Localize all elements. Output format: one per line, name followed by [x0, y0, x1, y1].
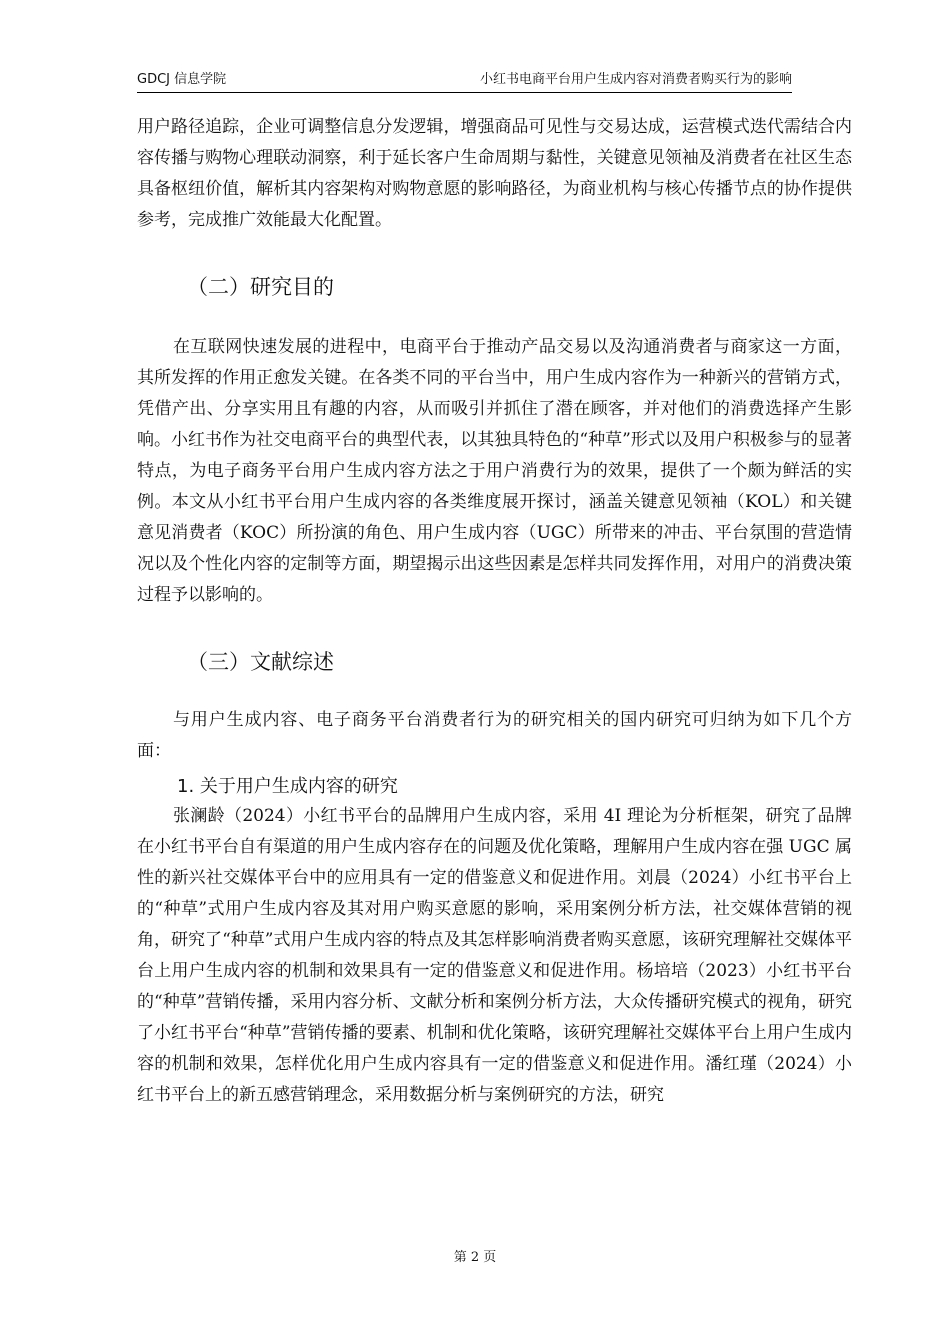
section-heading-review: （三）文献综述	[187, 650, 334, 674]
header-institution: GDCJ 信息学院	[137, 72, 227, 87]
paragraph-ugc-research: 张澜龄（2024）小红书平台的品牌用户生成内容，采用 4I 理论为分析框架，研究了品牌在小红书平台自有渠道的用户生成内容存在的问题及优化策略，理解用户生成内容在强 UGC 属性的新兴社交媒体平台中的应用具有一定的借鉴意义和促进作用。刘晨（2024）小红书平台上的“种草”式用户生成内容及其对用户购买意愿的影响，采用案例分析方法，社交媒体营销的视角，研究了“种草”式用户生成内容的特点及其怎样影响消费者购买意愿，该研究理解社交媒体平台上用户生成内容的机制和效果具有一定的借鉴意义和促进作用。杨培培（2023）小红书平台的“种草”营销传播，采用内容分析、文献分析和案例分析方法，大众传播研究模式的视角，研究了小红书平台“种草”营销传播的要素、机制和优化策略，该研究理解社交媒体平台上用户生成内容的机制和效果，怎样优化用户生成内容具有一定的借鉴意义和促进作用。潘红瑾（2024）小红书平台上的新五感营销理念，采用数据分析与案例研究的方法，研究	[137, 806, 852, 1105]
subsection-heading-ugc: 1. 关于用户生成内容的研究	[177, 776, 398, 797]
header-title: 小红书电商平台用户生成内容对消费者购买行为的影响	[479, 72, 792, 87]
paragraph-purpose: 在互联网快速发展的进程中，电商平台于推动产品交易以及沟通消费者与商家这一方面，其所发挥的作用正愈发关键。在各类不同的平台当中，用户生成内容作为一种新兴的营销方式，凭借产出、分享实用且有趣的内容，从而吸引并抓住了潜在顾客，并对他们的消费选择产生影响。小红书作为社交电商平台的典型代表，以其独具特色的“种草”形式以及用户积极参与的显著特点，为电子商务平台用户生成内容方法之于用户消费行为的效果，提供了一个颇为鲜活的实例。本文从小红书平台用户生成内容的各类维度展开探讨，涵盖关键意见领袖（KOL）和关键意见消费者（KOC）所扮演的角色、用户生成内容（UGC）所带来的冲击、平台氛围的营造情况以及个性化内容的定制等方面，期望揭示出这些因素是怎样共同发挥作用，对用户的消费决策过程予以影响的。	[137, 337, 852, 605]
page-body	[137, 112, 852, 1111]
section-heading-purpose: （二）研究目的	[187, 275, 334, 299]
page-header	[137, 68, 792, 93]
paragraph-review-intro: 与用户生成内容、电子商务平台消费者行为的研究相关的国内研究可归纳为如下几个方面：	[137, 710, 852, 761]
page-number: 第 2 页	[453, 1250, 497, 1265]
paragraph-intro-continued: 用户路径追踪，企业可调整信息分发逻辑，增强商品可见性与交易达成，运营模式迭代需结合内容传播与购物心理联动洞察，利于延长客户生命周期与黏性，关键意见领袖及消费者在社区生态具备枢纽价值，解析其内容架构对购物意愿的影响路径，为商业机构与核心传播节点的协作提供参考，完成推广效能最大化配置。	[137, 117, 852, 230]
